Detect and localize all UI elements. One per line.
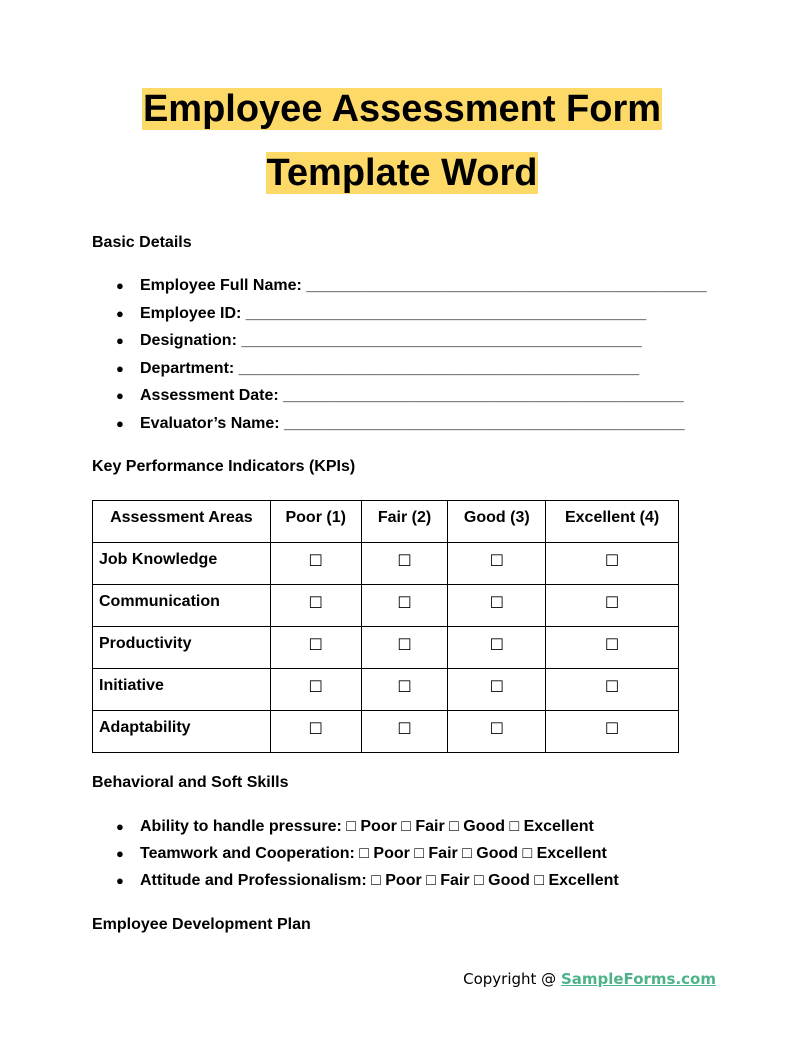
kpi-column-header: Good (3) [448, 501, 546, 543]
kpi-header-row [93, 501, 679, 543]
behavioral-skill-item[interactable]: ● Attitude and Professionalism: □ Poor □ Fair □ Good □ Excellent [116, 871, 619, 898]
excellent-checkbox[interactable]: ☐ [546, 585, 679, 627]
basic-details-item[interactable]: ● Department: _____________________________________________ [116, 359, 707, 387]
behavioral-skills-heading: Behavioral and Soft Skills [92, 774, 289, 791]
basic-details-item[interactable]: ● Employee Full Name: _____________________________________________ [116, 276, 707, 304]
table-row [93, 627, 679, 669]
fair-checkbox[interactable]: ☐ [361, 711, 448, 753]
poor-checkbox[interactable]: ☐ [270, 711, 361, 753]
good-checkbox[interactable]: ☐ [448, 627, 546, 669]
basic-details-list [116, 276, 707, 442]
poor-checkbox[interactable]: ☐ [270, 669, 361, 711]
kpi-column-header: Poor (1) [270, 501, 361, 543]
kpi-area-label: Initiative [93, 669, 271, 711]
good-checkbox[interactable]: ☐ [448, 711, 546, 753]
kpi-table [92, 500, 679, 753]
kpi-column-header: Excellent (4) [546, 501, 679, 543]
kpi-area-label: Job Knowledge [93, 543, 271, 585]
form-title-line-1 [0, 87, 804, 131]
table-row [93, 669, 679, 711]
table-row [93, 711, 679, 753]
poor-checkbox[interactable]: ☐ [270, 627, 361, 669]
copyright-notice [463, 969, 716, 989]
excellent-checkbox[interactable]: ☐ [546, 711, 679, 753]
basic-details-item[interactable]: ● Employee ID: _____________________________________________ [116, 304, 707, 332]
excellent-checkbox[interactable]: ☐ [546, 669, 679, 711]
poor-checkbox[interactable]: ☐ [270, 585, 361, 627]
development-plan-heading: Employee Development Plan [92, 916, 311, 933]
fair-checkbox[interactable]: ☐ [361, 669, 448, 711]
excellent-checkbox[interactable]: ☐ [546, 627, 679, 669]
form-title-text-1: Employee Assessment Form [142, 88, 662, 130]
basic-details-item[interactable]: ● Designation: _____________________________________________ [116, 331, 707, 359]
basic-details-heading: Basic Details [92, 234, 192, 251]
fair-checkbox[interactable]: ☐ [361, 627, 448, 669]
poor-checkbox[interactable]: ☐ [270, 543, 361, 585]
kpi-column-header: Assessment Areas [93, 501, 271, 543]
copyright-prefix: Copyright @ [463, 970, 561, 988]
kpi-area-label: Adaptability [93, 711, 271, 753]
behavioral-skill-item[interactable]: ● Ability to handle pressure: □ Poor □ Fair □ Good □ Excellent [116, 817, 619, 844]
fair-checkbox[interactable]: ☐ [361, 543, 448, 585]
form-title-text-2: Template Word [266, 152, 538, 194]
table-row [93, 543, 679, 585]
basic-details-item[interactable]: ● Evaluator’s Name: _____________________________________________ [116, 414, 707, 442]
table-row [93, 585, 679, 627]
behavioral-skill-item[interactable]: ● Teamwork and Cooperation: □ Poor □ Fair □ Good □ Excellent [116, 844, 619, 871]
excellent-checkbox[interactable]: ☐ [546, 543, 679, 585]
good-checkbox[interactable]: ☐ [448, 585, 546, 627]
form-title-line-2 [0, 151, 804, 195]
fair-checkbox[interactable]: ☐ [361, 585, 448, 627]
good-checkbox[interactable]: ☐ [448, 543, 546, 585]
kpi-column-header: Fair (2) [361, 501, 448, 543]
good-checkbox[interactable]: ☐ [448, 669, 546, 711]
sampleforms-link[interactable]: SampleForms.com [560, 970, 716, 988]
kpi-area-label: Productivity [93, 627, 271, 669]
basic-details-item[interactable]: ● Assessment Date: _____________________________________________ [116, 386, 707, 414]
behavioral-skills-list [116, 817, 619, 898]
kpi-heading: Key Performance Indicators (KPIs) [92, 458, 356, 475]
kpi-area-label: Communication [93, 585, 271, 627]
